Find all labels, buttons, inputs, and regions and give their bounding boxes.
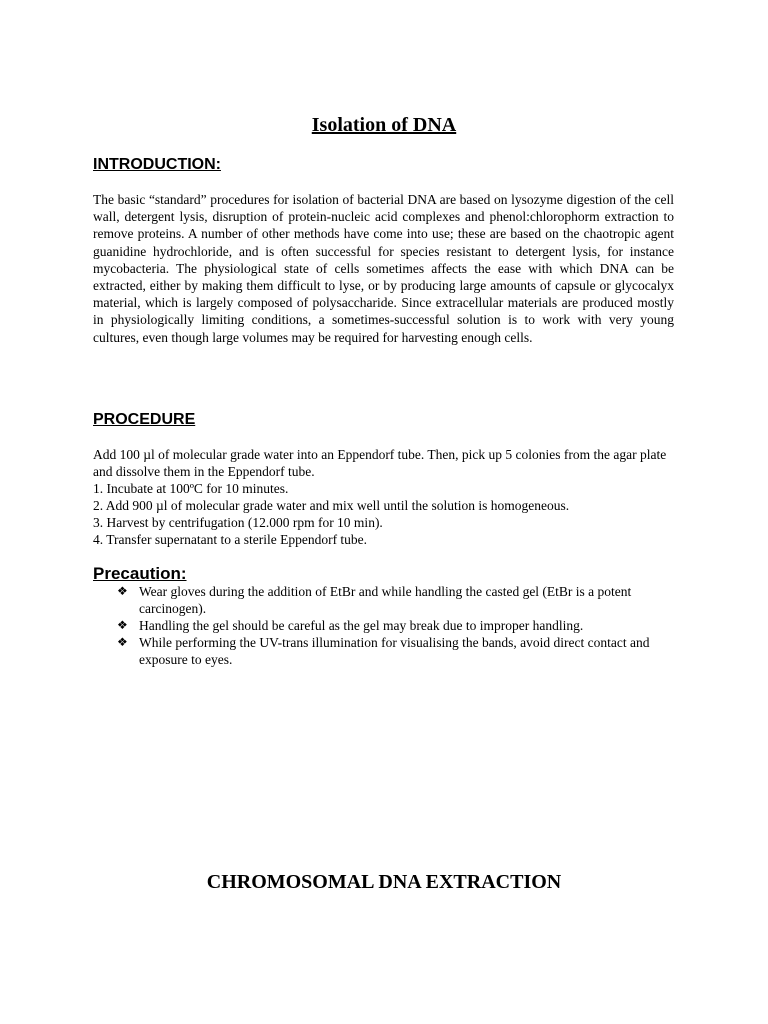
precaution-item (115, 617, 675, 634)
precaution-text: Wear gloves during the addition of EtBr and while handling the casted gel (EtBr is a potent carcinogen). (139, 584, 632, 616)
procedure-intro: Add 100 µl of molecular grade water into an Eppendorf tube. Then, pick up 5 colonies from the agar plate and dissolve them in the Eppendorf tube. (93, 447, 667, 479)
diamond-bullet-icon: ❖ (117, 584, 128, 598)
introduction-heading: INTRODUCTION: (93, 156, 221, 173)
procedure-step: 2. Add 900 µl of molecular grade water and mix well until the solution is homogeneous. (93, 498, 570, 513)
procedure-step: 3. Harvest by centrifugation (12.000 rpm for 10 min). (93, 515, 383, 530)
precaution-list (115, 583, 675, 668)
procedure-heading: PROCEDURE (93, 411, 196, 428)
procedure-step: 4. Transfer supernatant to a sterile Eppendorf tube. (93, 532, 368, 547)
precaution-item (115, 634, 675, 668)
precaution-heading: Precaution: (93, 564, 187, 583)
diamond-bullet-icon: ❖ (117, 635, 128, 649)
procedure-block (93, 446, 678, 548)
precaution-text: Handling the gel should be careful as the gel may break due to improper handling. (139, 618, 584, 633)
precaution-text: While performing the UV-trans illumination for visualising the bands, avoid direct contact and exposure to eyes. (139, 635, 650, 667)
diamond-bullet-icon: ❖ (117, 618, 128, 632)
introduction-paragraph: The basic “standard” procedures for isolation of bacterial DNA are based on lysozyme digestion of the cell wall, detergent lysis, disruption of protein-nucleic acid complexes and phenol:chlorophorm extraction to remove proteins. A number of other methods have come into use; these are based on the chaotropic agent guanidine hydrochloride, and is often successful for species resistant to detergent lysis, for instance mycobacteria. The physiological state of cells sometimes affects the ease with which DNA can be extracted, either by making them difficult to lyse, or by producing large amounts of capsule or glycocalyx material, which is largely composed of polysaccharide. Since extracellular materials are produced mostly in physiologically limiting conditions, a sometimes-successful solution is to work with very young cultures, even though large volumes may be required for harvesting enough cells. (93, 192, 674, 345)
document-title: Isolation of DNA (311, 114, 457, 136)
procedure-step: 1. Incubate at 100ºC for 10 minutes. (93, 481, 289, 496)
precaution-item (115, 583, 675, 617)
next-section-title: CHROMOSOMAL DNA EXTRACTION (206, 871, 562, 893)
